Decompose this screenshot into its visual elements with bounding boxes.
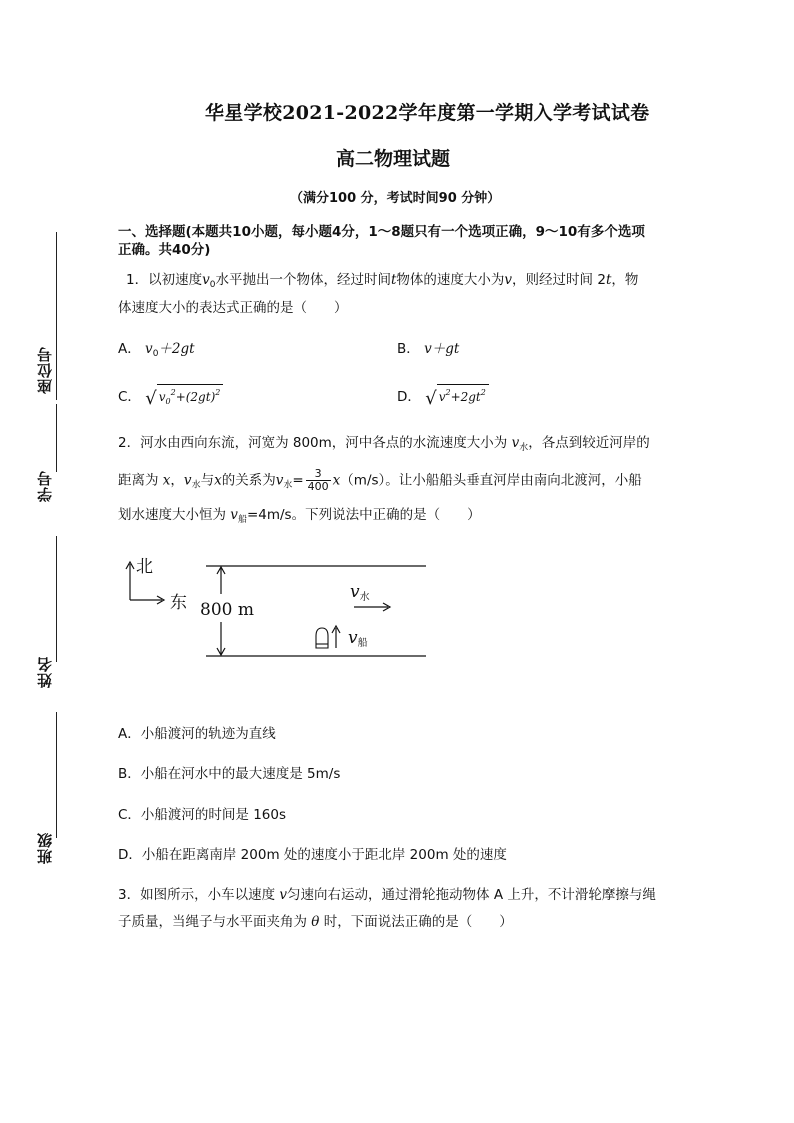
seat-number-label: 座位号 [36, 346, 54, 394]
q2-option-b: B．小船在河水中的最大速度是 5m/s [118, 766, 341, 782]
q1-option-b: B． v＋gt [397, 341, 460, 357]
class-label: 班级 [36, 832, 54, 864]
q2-option-d: D．小船在距离南岸 200m 处的速度小于距北岸 200m 处的速度 [118, 847, 507, 863]
binding-line [56, 404, 57, 472]
exam-subtitle: 高二物理试题 [336, 148, 451, 170]
question-2-stem: 2．河水由西向东流，河宽为 800m，河中各点的水流速度大小为 $v_水$，各点到较近河岸的 [118, 435, 650, 453]
north-label: 北 [136, 557, 153, 577]
river-width-label: 800 m [200, 600, 254, 620]
question-1-stem-cont: 体速度大小的表达式正确的是（ ） [118, 300, 348, 316]
q2-option-c: C．小船渡河的时间是 160s [118, 807, 287, 823]
question-3-stem: 3．如图所示，小车以速度 v匀速向右运动，通过滑轮拖动物体 A 上升，不计滑轮摩擦与绳 [118, 887, 656, 903]
water-velocity-arrow [354, 603, 390, 611]
boat-icon [316, 628, 328, 648]
name-label: 姓名 [36, 656, 54, 688]
section-heading-cont: 正确。共40分) [118, 242, 211, 258]
sqrt-expression-d: √ $v^2+2gt^2$ [425, 384, 489, 409]
binding-line [56, 232, 57, 400]
exam-title: 华星学校2021-2022学年度第一学期入学考试试卷 [205, 102, 650, 124]
boat-velocity-arrow [332, 626, 340, 648]
question-3-stem-cont: 子质量，当绳子与水平面夹角为 θ 时，下面说法正确的是（ ） [118, 914, 513, 930]
fraction: $\frac{3}{400}$ [307, 467, 329, 493]
question-2-stem-cont2: 划水速度大小恒为 $v_船=4m/s$。下列说法中正确的是（ ） [118, 507, 481, 525]
question-1-stem: 1．以初速度$v_0$水平抛出一个物体，经过时间t物体的速度大小为v，则经过时间 2t，物 [126, 272, 639, 290]
river-crossing-diagram [118, 548, 438, 668]
q1-option-a: A． $v_0+2gt$ [118, 341, 195, 359]
section-heading: 一、选择题(本题共10小题，每小题4分，1～8题只有一个选项正确，9～10有多个选项 [118, 224, 645, 240]
exam-meta: （满分100 分，考试时间90 分钟） [290, 191, 501, 206]
binding-line [56, 536, 57, 662]
east-label: 东 [170, 593, 187, 613]
q1-option-d: D． √ $v^2+2gt^2$ [397, 384, 489, 409]
boat-velocity-label: v船 [348, 628, 368, 649]
q1-option-c: C． √ $v_0^2+(2gt)^2$ [118, 384, 223, 410]
question-2-stem-cont: 距离为 x，$v_水$与x的关系为$v_水=$ $\frac{3}{400}$ x（m/s）。让小船船头垂直河岸由南向北渡河，小船 [118, 467, 642, 493]
q2-option-a: A．小船渡河的轨迹为直线 [118, 726, 276, 742]
student-id-label: 学号 [36, 470, 54, 502]
water-velocity-label: v水 [350, 582, 370, 603]
binding-line [56, 712, 57, 838]
sqrt-expression-c: √ $v_0^2+(2gt)^2$ [145, 384, 223, 410]
